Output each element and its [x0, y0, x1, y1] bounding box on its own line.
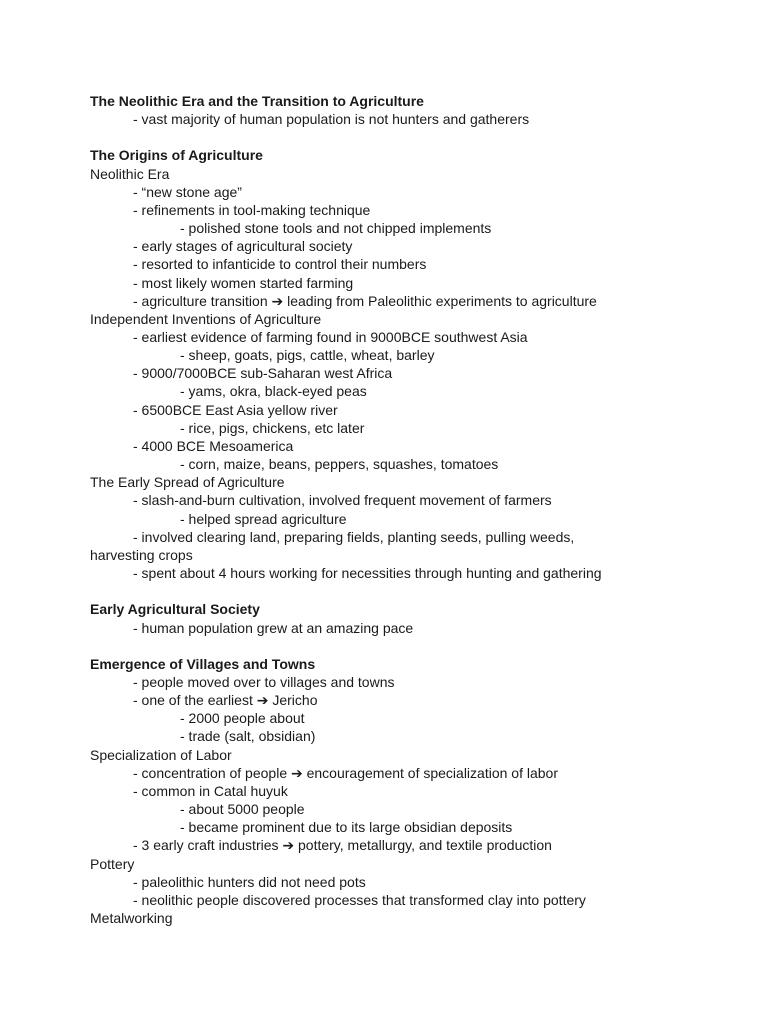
bullet-item: - spent about 4 hours working for necessities through hunting and gathering — [133, 565, 602, 582]
bullet-item: - slash-and-burn cultivation, involved frequent movement of farmers — [133, 492, 552, 509]
blank-line — [90, 582, 750, 600]
bullet-item: - “new stone age” — [133, 183, 242, 200]
bullet-item: - early stages of agricultural society — [133, 238, 353, 255]
subsection-title: Neolithic Era — [90, 165, 170, 182]
sub-bullet-item: - helped spread agriculture — [180, 510, 347, 527]
document-body — [90, 92, 750, 927]
bullet-item: - resorted to infanticide to control their numbers — [133, 256, 427, 273]
bullet-item: - earliest evidence of farming found in 9000BCE southwest Asia — [133, 329, 528, 346]
bullet-item: - 4000 BCE Mesoamerica — [133, 437, 294, 454]
bullet-item: - human population grew at an amazing pace — [133, 619, 414, 636]
sub-bullet-item: - corn, maize, beans, peppers, squashes, tomatoes — [180, 456, 499, 473]
bullet-item: - common in Catal huyuk — [133, 782, 288, 799]
sub-bullet-item: - rice, pigs, chickens, etc later — [180, 419, 365, 436]
bullet-item: - 9000/7000BCE sub-Saharan west Africa — [133, 365, 393, 382]
section-heading: The Neolithic Era and the Transition to Agriculture — [90, 93, 424, 109]
sub-bullet-item: - polished stone tools and not chipped implements — [180, 220, 492, 237]
subsection-title: Independent Inventions of Agriculture — [90, 310, 322, 327]
bullet-item: - paleolithic hunters did not need pots — [133, 873, 366, 890]
sub-bullet-item: - became prominent due to its large obsidian deposits — [180, 819, 513, 836]
bullet-item: - 6500BCE East Asia yellow river — [133, 401, 338, 418]
bullet-item: - most likely women started farming — [133, 274, 354, 291]
section-heading: Early Agricultural Society — [90, 601, 260, 618]
section-heading: The Origins of Agriculture — [90, 147, 263, 164]
sub-bullet-item: - about 5000 people — [180, 801, 305, 818]
bullet-item: - refinements in tool-making technique — [133, 201, 371, 218]
bullet-item: - concentration of people ➔ encouragement of specialization of labor — [133, 764, 558, 781]
bullet-item: - neolithic people discovered processes that transformed clay into pottery — [133, 891, 586, 908]
bullet-item: - 3 early craft industries ➔ pottery, metallurgy, and textile production — [133, 837, 552, 854]
subsection-title: harvesting crops — [90, 546, 193, 563]
sub-bullet-item: - 2000 people about — [180, 710, 305, 727]
subsection-title: Metalworking — [90, 909, 173, 926]
section-heading: Emergence of Villages and Towns — [90, 655, 316, 672]
blank-line — [90, 637, 750, 655]
bullet-item: - one of the earliest ➔ Jericho — [133, 692, 318, 709]
bullet-item: - involved clearing land, preparing fields, planting seeds, pulling weeds, — [133, 528, 575, 545]
subsection-title: The Early Spread of Agriculture — [90, 474, 285, 491]
bullet-item: - agriculture transition ➔ leading from Paleolithic experiments to agriculture — [133, 292, 597, 309]
blank-line — [90, 128, 750, 146]
subsection-title: Specialization of Labor — [90, 746, 232, 763]
sub-bullet-item: - sheep, goats, pigs, cattle, wheat, barley — [180, 347, 435, 364]
sub-bullet-item: - yams, okra, black-eyed peas — [180, 383, 367, 400]
bullet-item: - vast majority of human population is not hunters and gatherers — [133, 111, 530, 128]
bullet-item: - people moved over to villages and towns — [133, 673, 395, 690]
subsection-title: Pottery — [90, 855, 135, 872]
sub-bullet-item: - trade (salt, obsidian) — [180, 728, 316, 745]
